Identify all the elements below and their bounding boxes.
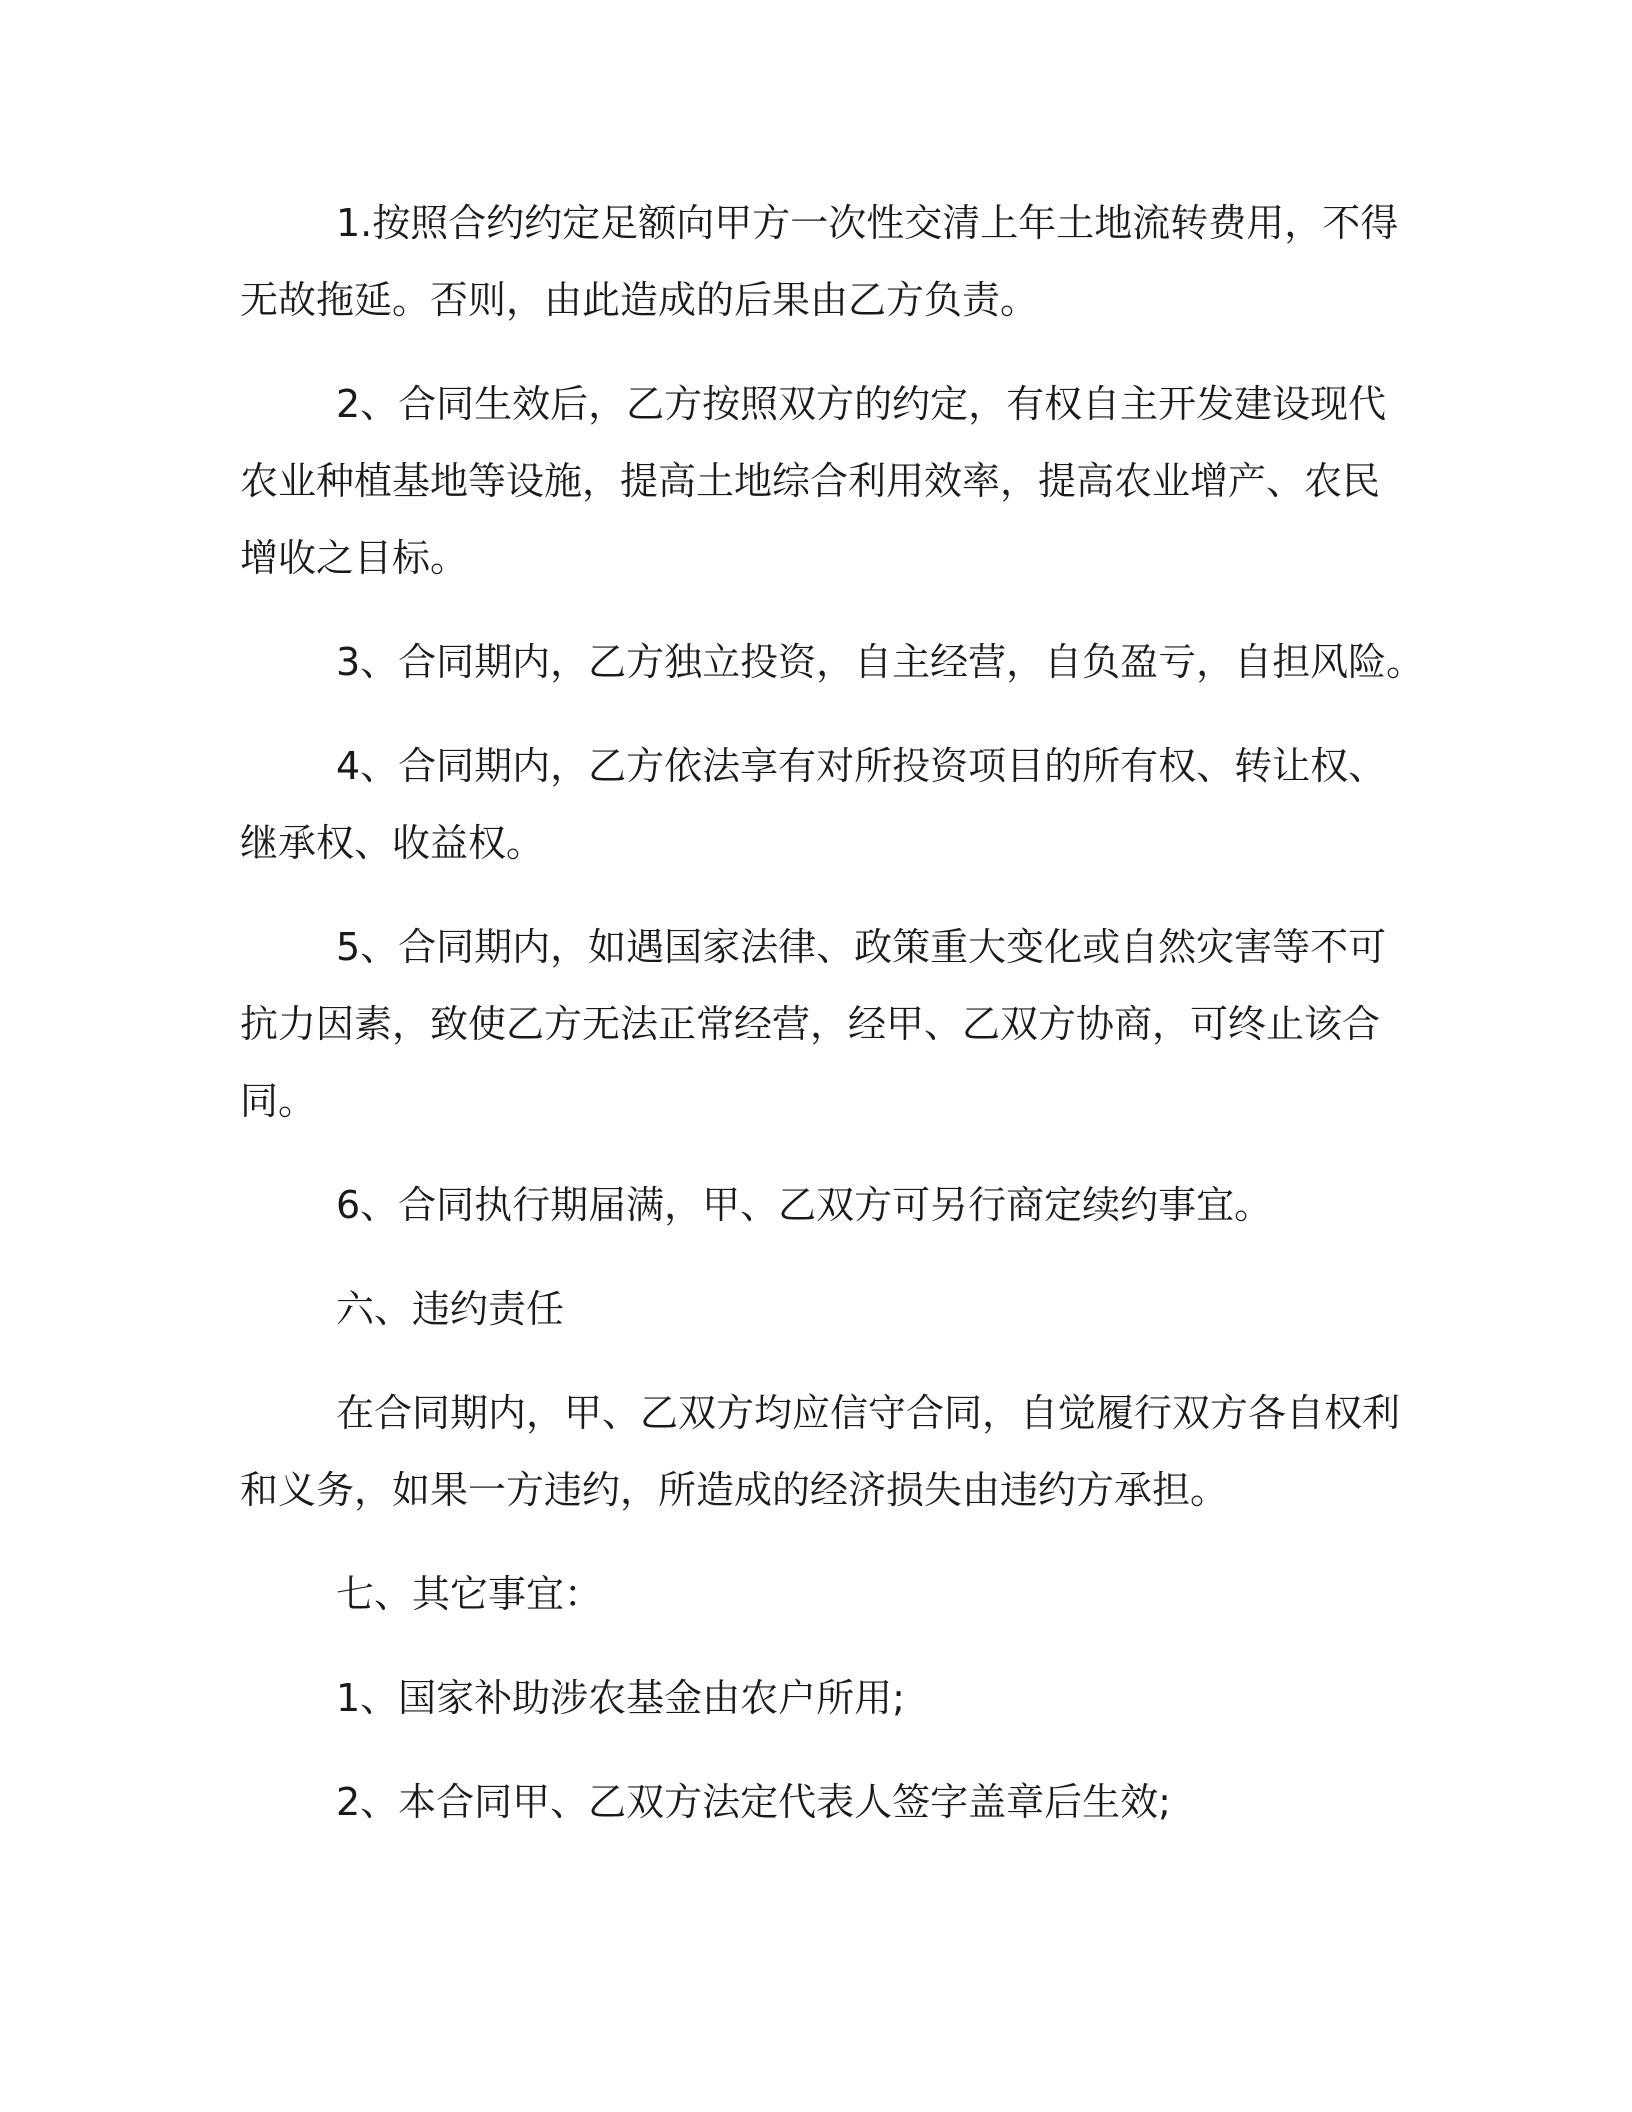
other-item-2 — [240, 1764, 1380, 1841]
document-body — [240, 185, 1425, 1868]
clause-3 — [240, 624, 1425, 701]
paragraph-line: 3、合同期内，乙方独立投资，自主经营，自负盈亏，自担风险。 — [336, 640, 1425, 684]
paragraph-line: 2、合同生效后，乙方按照双方的约定，有权自主开发建设现代 — [336, 382, 1387, 426]
paragraph-line: 在合同期内，甲、乙双方均应信守合同，自觉履行双方各自权利 — [336, 1391, 1401, 1435]
clause-2 — [240, 366, 1387, 597]
paragraph-line: 无故拖延。否则，由此造成的后果由乙方负责。 — [240, 278, 1039, 322]
section-heading: 六、违约责任 — [336, 1287, 565, 1331]
clause-1 — [240, 185, 1399, 339]
paragraph-line: 1、国家补助涉农基金由农户所用; — [336, 1676, 905, 1720]
liability-text — [240, 1375, 1401, 1529]
paragraph-line: 5、合同期内，如遇国家法律、政策重大变化或自然灾害等不可 — [336, 925, 1387, 969]
section-heading-liability — [240, 1271, 1380, 1348]
clause-6 — [240, 1167, 1380, 1244]
paragraph-line: 和义务，如果一方违约，所造成的经济损失由违约方承担。 — [240, 1468, 1229, 1512]
paragraph-line: 6、合同执行期届满，甲、乙双方可另行商定续约事宜。 — [336, 1183, 1273, 1227]
paragraph-line: 增收之目标。 — [240, 536, 469, 580]
clause-5 — [240, 909, 1387, 1140]
other-item-1 — [240, 1660, 1380, 1737]
clause-4 — [240, 728, 1387, 882]
paragraph-line: 农业种植基地等设施，提高土地综合利用效率，提高农业增产、农民 — [240, 459, 1381, 503]
paragraph-line: 2、本合同甲、乙双方法定代表人签字盖章后生效; — [336, 1780, 1171, 1824]
paragraph-line: 1.按照合约约定足额向甲方一次性交清上年土地流转费用，不得 — [336, 201, 1399, 245]
section-heading: 七、其它事宜： — [336, 1572, 603, 1616]
paragraph-line: 抗力因素，致使乙方无法正常经营，经甲、乙双方协商，可终止该合 — [240, 1002, 1381, 1046]
paragraph-line: 继承权、收益权。 — [240, 821, 545, 865]
paragraph-line: 4、合同期内，乙方依法享有对所投资项目的所有权、转让权、 — [336, 744, 1387, 788]
paragraph-line: 同。 — [240, 1079, 317, 1123]
section-heading-other — [240, 1556, 1380, 1633]
